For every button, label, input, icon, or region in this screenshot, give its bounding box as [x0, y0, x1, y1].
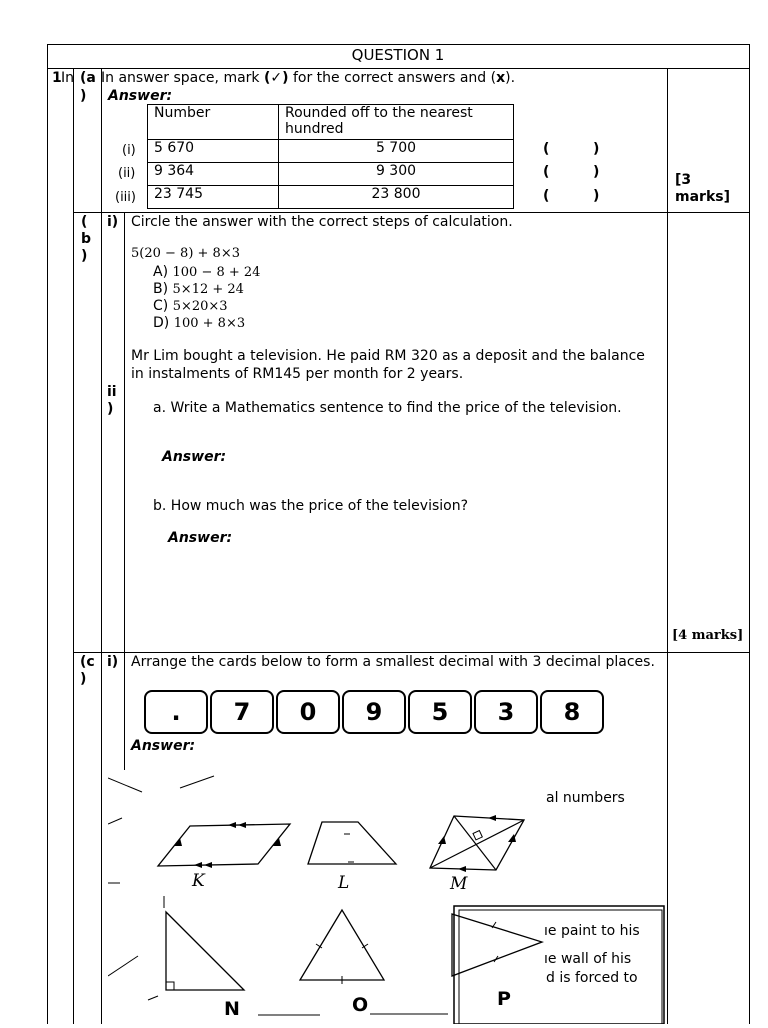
instruction-pre: In answer space, mark: [101, 70, 264, 86]
part-a-label: (a: [80, 70, 96, 86]
shape-label-l: L: [338, 873, 350, 893]
row-3-rounded: 23 800: [279, 186, 514, 209]
part-c-i: i): [107, 654, 119, 670]
card-6[interactable]: 3: [474, 690, 538, 734]
card-3[interactable]: 0: [276, 690, 340, 734]
row-3-number: 23 745: [148, 186, 279, 209]
part-a-label-close: ): [80, 88, 87, 104]
part-b-i: i): [107, 214, 119, 230]
option-c[interactable]: [153, 298, 228, 314]
answer-label-b-b: Answer:: [168, 530, 233, 546]
instruction-mid: for the correct answers and (: [288, 70, 497, 86]
answer-label-a: Answer:: [108, 88, 173, 104]
row-1-bracket-close[interactable]: ): [593, 141, 600, 157]
card-5[interactable]: 5: [408, 690, 472, 734]
row-2-rounded: 9 300: [279, 163, 514, 186]
shape-label-o: O: [352, 994, 369, 1016]
row-2-bracket-close[interactable]: ): [593, 164, 600, 180]
option-b[interactable]: [153, 281, 244, 297]
part-a-instruction: [101, 70, 515, 86]
check-mark: (✓): [263, 70, 289, 86]
option-a-letter: A): [153, 264, 169, 280]
page-title: QUESTION 1: [351, 46, 445, 64]
option-d[interactable]: [153, 315, 245, 331]
part-b-label-2: b: [81, 231, 92, 247]
overlap-text: In: [61, 70, 75, 86]
row-3-label: (iii): [115, 190, 136, 205]
b-ii-text: Mr Lim bought a television. He paid RM 320 as a deposit and the balance in instalments of RM145 per month for 2 years.: [131, 348, 645, 382]
shape-label-p: P: [497, 988, 511, 1010]
row-3-bracket-close[interactable]: ): [593, 188, 600, 204]
option-d-expr: 100 + 8×3: [173, 316, 246, 331]
row-2-bracket-open[interactable]: (: [543, 164, 550, 180]
header-number: Number: [148, 105, 279, 140]
part-c-label-1: (c: [80, 654, 95, 670]
c-i-text: Arrange the cards below to form a smallest decimal with 3 decimal places.: [131, 654, 655, 670]
option-a-expr: 100 − 8 + 24: [172, 265, 261, 280]
rounding-table: [147, 104, 514, 209]
shape-label-n: N: [224, 998, 240, 1020]
marks-b: [4 marks]: [672, 628, 744, 643]
part-c-label-2: ): [80, 671, 87, 687]
b-i-text: Circle the answer with the correct steps of calculation.: [131, 214, 513, 230]
option-c-expr: 5×20×3: [172, 299, 228, 314]
row-2-number: 9 364: [148, 163, 279, 186]
row-1-label: (i): [122, 143, 136, 158]
box-line-3: d is forced to: [546, 970, 638, 986]
option-b-expr: 5×12 + 24: [172, 282, 244, 297]
question-number: 1: [52, 70, 62, 86]
part-b-ii-2: ): [107, 401, 114, 417]
marks-a: [3 marks]: [675, 172, 730, 205]
box-line-2: ıe wall of his: [544, 951, 632, 967]
box-line-1: ıe paint to his: [544, 923, 640, 939]
option-d-letter: D): [153, 315, 170, 331]
b-i-expression: 5(20 − 8) + 8×3: [131, 246, 240, 261]
cross-mark: x: [496, 70, 506, 86]
row-3-bracket-open[interactable]: (: [543, 188, 550, 204]
card-2[interactable]: 7: [210, 690, 274, 734]
b-ii-a-text: a. Write a Mathematics sentence to find the price of the television.: [153, 400, 622, 416]
answer-label-c: Answer:: [131, 738, 196, 754]
row-1-rounded: 5 700: [279, 140, 514, 163]
option-b-letter: B): [153, 281, 169, 297]
header-rounded: Rounded off to the nearest hundred: [279, 105, 514, 140]
option-c-letter: C): [153, 298, 169, 314]
card-7[interactable]: 8: [540, 690, 604, 734]
answer-label-b-a: Answer:: [162, 449, 227, 465]
card-1[interactable]: .: [144, 690, 208, 734]
shape-label-m: M: [450, 874, 468, 894]
row-1-number: 5 670: [148, 140, 279, 163]
instruction-end: ).: [505, 70, 516, 86]
option-a[interactable]: [153, 264, 260, 280]
part-b-label-3: ): [81, 248, 88, 264]
b-ii-b-text: b. How much was the price of the television?: [153, 498, 469, 514]
row-1-bracket-open[interactable]: (: [543, 141, 550, 157]
row-2-label: (ii): [118, 166, 136, 181]
part-b-label-1: (: [81, 214, 88, 230]
overlay-partial-text: al numbers: [546, 790, 625, 806]
part-b-ii-1: ii: [107, 384, 117, 400]
shape-label-k: K: [192, 871, 205, 891]
card-4[interactable]: 9: [342, 690, 406, 734]
